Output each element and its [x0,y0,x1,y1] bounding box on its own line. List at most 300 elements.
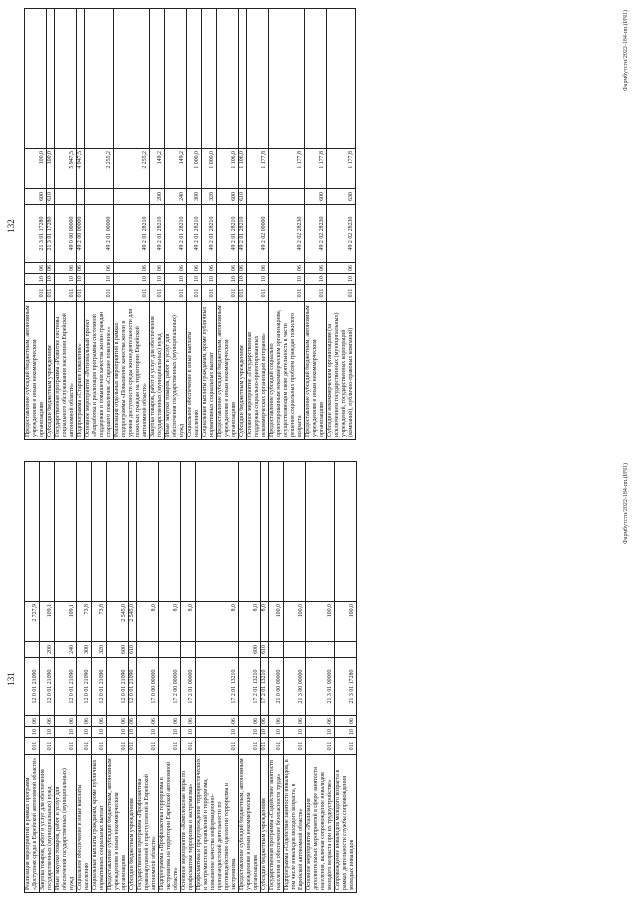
cell-adm: 011 [181,738,196,755]
cell-cs: 49 2 01 28210 [217,205,239,263]
table-row [25,462,40,893]
cell-name: Субсидии бюджетным учреждениям [47,302,55,440]
cell-name: Основное мероприятие «Реализация дополнительных мероприятий в сфере занятости населения, включая сопровождение инвалидов молодого возраста при их трудоустройстве» [306,755,335,893]
cell-sum: 100,0 [306,602,335,642]
cell-rz: 10 [181,727,196,738]
cell-sum: 2 727,9 [25,602,40,642]
cell-pr: 06 [85,263,114,274]
cell-rz: 10 [305,274,327,285]
cell-name: Предоставление субсидий социально ориентированным некоммерческим организациям, осуществляющим свою деятельность в части решения социальных проблем граждан пожилого возраста [269,302,305,440]
cell-name: Профилактика и предупреждение террористических и экстремистских проявлений и терроризма, повышение качества информационно-пропагандистской деятельности по противодействию идеологии терроризма и экстремизма [196,755,239,893]
cell-pr: 06 [47,263,55,274]
cell-empty [165,9,187,149]
cell-rz: 10 [327,274,356,285]
cell-sum: 1 000,0 [202,149,217,189]
cell-adm: 011 [25,285,47,302]
cell-rz: 10 [202,274,217,285]
cell-vr: 600 [25,189,47,205]
table-row [335,462,357,893]
cell-sum: 100,0 [47,149,55,189]
cell-sum: 8,0 [181,602,196,642]
cell-vr [269,642,284,658]
table-row [129,462,137,893]
cell-adm: 011 [77,738,92,755]
cell-vr [269,189,305,205]
page-footer: Фармбутсти/2022-184-пп.(ИЧ1) [623,463,629,544]
cell-empty [114,9,150,149]
cell-rz: 10 [55,727,77,738]
cell-empty [92,462,107,602]
cell-empty [150,9,165,149]
cell-sum: 2 545,0 [107,602,129,642]
cell-sum: 2 545,0 [129,602,137,642]
table-row [55,9,77,440]
table-row [181,462,196,893]
cell-vr: 240 [55,642,77,658]
cell-pr: 06 [137,716,159,727]
table-row [114,9,150,440]
table-row [284,462,306,893]
cell-sum: 8,0 [261,602,269,642]
cell-sum: 4 947,5 [77,149,85,189]
cell-rz: 10 [55,274,77,285]
cell-rz: 10 [129,727,137,738]
cell-vr [77,189,85,205]
cell-pr: 06 [306,716,335,727]
cell-adm: 011 [327,285,356,302]
cell-pr: 06 [269,263,305,274]
table-row [25,9,47,440]
table-row [196,462,239,893]
cell-sum: 100,0 [25,149,47,189]
cell-vr [196,642,239,658]
cell-sum: 8,0 [137,602,159,642]
cell-rz: 10 [150,274,165,285]
cell-rz: 10 [25,727,40,738]
cell-pr: 06 [40,716,55,727]
cell-pr: 06 [181,716,196,727]
table-row [239,9,247,440]
cell-name: Социальные выплаты гражданам, кроме публичных нормативных социальных выплат [202,302,217,440]
cell-empty [335,462,357,602]
cell-name: Предоставление субсидий бюджетным, автономным учреждениям и иным некоммерческим организациям [217,302,239,440]
cell-pr: 06 [55,716,77,727]
cell-pr: 06 [202,263,217,274]
cell-adm: 011 [107,738,129,755]
table-row [269,462,284,893]
cell-vr: 240 [165,189,187,205]
cell-empty [269,462,284,602]
cell-pr: 06 [239,716,261,727]
cell-empty [196,462,239,602]
cell-rz: 10 [85,274,114,285]
cell-empty [247,9,269,149]
page-131 [0,453,639,905]
cell-rz: 10 [187,274,202,285]
cell-empty [261,462,269,602]
cell-sum: 149,2 [150,149,165,189]
cell-rz: 10 [239,727,261,738]
cell-adm: 011 [261,738,269,755]
cell-adm: 011 [150,285,165,302]
cell-pr: 06 [261,716,269,727]
cell-pr: 06 [92,716,107,727]
cell-adm: 011 [284,738,306,755]
cell-pr: 06 [187,263,202,274]
cell-vr [85,189,114,205]
cell-rz: 10 [159,727,181,738]
table-row [55,462,77,893]
cell-cs: 17 2 01 13210 [196,658,239,716]
cell-cs: 21 3 01 17280 [335,658,357,716]
cell-vr [25,642,40,658]
cell-sum: 2 255,2 [114,149,150,189]
cell-empty [25,9,47,149]
cell-name: Предоставление субсидий бюджетным, автономным учреждениям и иным некоммерческим организациям [239,755,261,893]
cell-vr [181,642,196,658]
budget-table [24,461,357,893]
cell-sum: 109,1 [40,602,55,642]
cell-pr: 06 [77,263,85,274]
cell-name: Основное мероприятие «Комплексные меры по профилактике терроризма и экстремизма» [181,755,196,893]
cell-adm: 011 [92,738,107,755]
cell-name: Предоставление субсидий бюджетным, автономным учреждениям и иным некоммерческим организациям [107,755,129,893]
cell-name: Субсидии некоммерческим организациям (за исключением государственных (муниципальных) учреждений, государственных корпораций (компаний), публично-правовых компаний) [327,302,356,440]
cell-sum: 1 177,8 [269,149,305,189]
budget-table [24,8,356,440]
cell-vr: 300 [77,642,92,658]
cell-rz: 10 [306,727,335,738]
cell-adm: 011 [239,738,261,755]
cell-cs: 49 2 01 00000 [85,205,114,263]
cell-name: Реализация мероприятий в рамках программ «Доступная среда в Еврейской автономной области» [25,755,40,893]
table-row [47,9,55,440]
cell-adm: 011 [306,738,335,755]
cell-empty [55,9,77,149]
page-footer: Фармбутсти/2022-184-пп.(ИЧ1) [623,10,629,91]
cell-vr: 610 [47,189,55,205]
cell-adm: 011 [85,285,114,302]
cell-sum: 1 106,0 [217,149,239,189]
cell-empty [159,462,181,602]
table-row [306,462,335,893]
table-row [187,9,202,440]
cell-cs: 12 0 01 21090 [40,658,55,716]
cell-cs: 49 2 02 28230 [269,205,305,263]
cell-name: Основное мероприятие «Государственная поддержка социально-ориентированных некоммерческих организаций ветеранов» [247,302,269,440]
cell-sum: 109,1 [55,602,77,642]
cell-name: Субсидии бюджетным учреждениям [239,302,247,440]
cell-adm: 011 [239,285,247,302]
cell-sum: 100,0 [335,602,357,642]
cell-vr: 630 [327,189,356,205]
table-row [239,462,261,893]
table-row [305,9,327,440]
cell-vr [247,189,269,205]
cell-pr: 06 [196,716,239,727]
cell-pr: 06 [114,263,150,274]
cell-sum: 2 255,2 [85,149,114,189]
cell-name: Предоставление субсидий бюджетным, автономным учреждениям и иным некоммерческим организациям [25,302,47,440]
table-row [327,9,356,440]
cell-sum: 73,8 [77,602,92,642]
cell-rz: 10 [269,274,305,285]
cell-vr [55,189,77,205]
table-row [202,9,217,440]
cell-vr: 200 [150,189,165,205]
cell-empty [77,9,85,149]
cell-rz: 10 [196,727,239,738]
cell-empty [187,9,202,149]
table-row [269,9,305,440]
cell-sum: 1 106,0 [239,149,247,189]
cell-rz: 10 [239,274,247,285]
cell-pr: 06 [284,716,306,727]
cell-vr: 600 [107,642,129,658]
cell-name: Сопровождение инвалидов молодого возраста в рамках деятельности службы сопровождения молодых инвалидов [335,755,357,893]
cell-empty [305,9,327,149]
cell-empty [217,9,239,149]
cell-sum: 8,0 [159,602,181,642]
cell-cs: 12 0 01 21090 [129,658,137,716]
cell-adm: 011 [305,285,327,302]
cell-rz: 10 [92,727,107,738]
cell-empty [47,9,55,149]
cell-rz: 10 [284,727,306,738]
cell-name: Подпрограмма «Содействие занятости инвалидов, в том числе инвалидов молодого возраста, в Еврейской автономной области» [284,755,306,893]
cell-cs: 21 0 00 00000 [269,658,284,716]
cell-name: Реализация отдельных мероприятий в рамках подпрограммы «Повышение качества жизни и уровня доступности среды жизнедеятельности для пожилых граждан на территории Еврейской автономной области» [114,302,150,440]
cell-vr: 200 [40,642,55,658]
cell-pr: 06 [107,716,129,727]
cell-empty [181,462,196,602]
table-row [77,9,85,440]
table-row [40,462,55,893]
cell-sum: 1 177,8 [327,149,356,189]
cell-pr: 06 [217,263,239,274]
cell-sum: 100,0 [284,602,306,642]
cell-cs: 12 0 01 21090 [92,658,107,716]
cell-adm: 011 [165,285,187,302]
cell-pr: 06 [25,716,40,727]
cell-name: Иные закупки товаров, работ и услуг для обеспечения государственных (муниципальных) нужд [55,755,77,893]
cell-vr: 600 [217,189,239,205]
cell-empty [327,9,356,149]
cell-pr: 06 [335,716,357,727]
cell-empty [137,462,159,602]
cell-adm: 011 [77,285,85,302]
cell-sum: 73,8 [92,602,107,642]
cell-cs: 12 0 01 21090 [55,658,77,716]
cell-sum: 1 177,8 [305,149,327,189]
cell-pr: 06 [55,263,77,274]
cell-cs: 21 3 01 00000 [306,658,335,716]
cell-name: Предоставление субсидий бюджетным, автономным учреждениям и иным некоммерческим организациям [305,302,327,440]
cell-empty [239,9,247,149]
budget-table-body [25,462,357,893]
cell-pr: 06 [77,716,92,727]
cell-empty [129,462,137,602]
cell-empty [202,9,217,149]
cell-name: Подпрограмма «Старшее поколение» [77,302,85,440]
cell-cs: 49 0 00 00000 [55,205,77,263]
cell-adm: 011 [202,285,217,302]
cell-cs: 49 2 01 28210 [202,205,217,263]
cell-cs: 49 2 01 28210 [150,205,165,263]
cell-pr: 06 [239,263,247,274]
cell-pr: 06 [305,263,327,274]
cell-name: Субсидии бюджетным учреждениям [129,755,137,893]
cell-name: Государственная программа «Содействие занятости населения и обеспечение безопасности труда» [269,755,284,893]
cell-adm: 011 [40,738,55,755]
cell-adm: 011 [55,738,77,755]
cell-sum: 8,0 [196,602,239,642]
cell-vr [137,642,159,658]
cell-adm: 011 [25,738,40,755]
cell-sum: 5 947,5 [55,149,77,189]
cell-vr: 600 [239,642,261,658]
cell-vr [284,642,306,658]
cell-cs: 49 2 01 28210 [165,205,187,263]
cell-adm: 011 [55,285,77,302]
cell-rz: 10 [137,727,159,738]
cell-cs: 12 0 01 21090 [25,658,40,716]
cell-rz: 10 [25,274,47,285]
cell-vr: 600 [305,189,327,205]
page-number: 132 [6,219,16,233]
cell-pr: 06 [269,716,284,727]
cell-adm: 011 [217,285,239,302]
cell-cs: 17 2 00 00000 [159,658,181,716]
cell-cs: 17 0 00 00000 [137,658,159,716]
table-row [107,462,129,893]
cell-sum: 1 177,8 [247,149,269,189]
page-132 [0,0,639,452]
cell-cs: 49 2 00 00000 [77,205,85,263]
cell-rz: 10 [269,727,284,738]
cell-empty [107,462,129,602]
cell-empty [284,462,306,602]
cell-name: Государственная программа «Профилактика правонарушений и преступлений в Еврейской автономной области» [137,755,159,893]
cell-cs: 17 2 01 13210 [261,658,269,716]
cell-name: Социальные выплаты гражданам, кроме публичных нормативных социальных выплат [92,755,107,893]
cell-cs: 17 2 01 00000 [181,658,196,716]
cell-cs: 12 0 01 21090 [77,658,92,716]
cell-rz: 10 [47,274,55,285]
cell-pr: 06 [129,716,137,727]
budget-table-body [25,9,356,440]
cell-rz: 10 [77,274,85,285]
cell-sum: 1 000,0 [187,149,202,189]
cell-name: Основное мероприятие «Региональный проект «Разработка и реализация программы системной поддержки и повышения качества жизни граждан старшего поколения «Старшее поколение»» [85,302,114,440]
table-row [217,9,239,440]
cell-cs: 21 3 00 00000 [284,658,306,716]
cell-name: Субсидии бюджетным учреждениям [261,755,269,893]
cell-cs: 49 2 01 28210 [114,205,150,263]
table-row [165,9,187,440]
cell-empty [306,462,335,602]
cell-rz: 10 [107,727,129,738]
cell-vr: 610 [239,189,247,205]
cell-rz: 10 [247,274,269,285]
cell-vr: 610 [129,642,137,658]
cell-name: Социальное обеспечение и иные выплаты населению [77,755,92,893]
cell-rz: 10 [114,274,150,285]
cell-adm: 011 [269,738,284,755]
cell-vr [114,189,150,205]
cell-adm: 011 [114,285,150,302]
cell-sum: 100,0 [269,602,284,642]
cell-cs: 12 0 01 21090 [107,658,129,716]
cell-adm: 011 [335,738,357,755]
cell-name: Государственная программа «Развитие системы социального обслуживания населения Еврейской автономной области» [55,302,77,440]
cell-rz: 10 [261,727,269,738]
cell-empty [55,462,77,602]
cell-adm: 011 [129,738,137,755]
cell-cs: 21 3 01 17280 [25,205,47,263]
cell-rz: 10 [335,727,357,738]
cell-vr: 300 [187,189,202,205]
cell-vr [159,642,181,658]
table-row [247,9,269,440]
cell-adm: 011 [247,285,269,302]
table-row [85,9,114,440]
cell-empty [25,462,40,602]
cell-rz: 10 [217,274,239,285]
cell-name: Закупка товаров, работ и услуг для обеспечения государственных (муниципальных) нужд [40,755,55,893]
cell-name: Социальное обеспечение и иные выплаты населению [187,302,202,440]
cell-rz: 10 [77,727,92,738]
cell-cs: 21 3 01 17280 [47,205,55,263]
cell-empty [77,462,92,602]
cell-vr [306,642,335,658]
cell-adm: 011 [187,285,202,302]
cell-adm: 011 [137,738,159,755]
cell-pr: 06 [25,263,47,274]
cell-vr [335,642,357,658]
cell-cs: 49 2 02 28230 [305,205,327,263]
cell-pr: 06 [327,263,356,274]
page-number: 131 [6,672,16,686]
cell-vr: 320 [92,642,107,658]
cell-sum: 149,2 [165,149,187,189]
cell-cs: 17 2 01 13210 [239,658,261,716]
table-row [150,9,165,440]
cell-empty [85,9,114,149]
cell-rz: 10 [40,727,55,738]
cell-pr: 06 [247,263,269,274]
table-row [77,462,92,893]
cell-name: Подпрограмма «Профилактика терроризма и экстремизма на территории Еврейской автономной области» [159,755,181,893]
cell-name: Закупка товаров, работ и услуг для обеспечения государственных (муниципальных) нужд [150,302,165,440]
cell-vr: 610 [261,642,269,658]
cell-adm: 011 [196,738,239,755]
cell-adm: 011 [269,285,305,302]
cell-vr: 320 [202,189,217,205]
table-row [137,462,159,893]
cell-empty [40,462,55,602]
cell-pr: 06 [159,716,181,727]
cell-cs: 49 2 02 28230 [327,205,356,263]
cell-cs: 49 2 01 28210 [239,205,247,263]
table-row [261,462,269,893]
table-row [92,462,107,893]
cell-adm: 011 [159,738,181,755]
cell-rz: 10 [165,274,187,285]
cell-name: Иные закупки товаров, работ и услуг для обеспечения государственных (муниципальных) нужд [165,302,187,440]
cell-empty [239,462,261,602]
cell-sum: 8,0 [239,602,261,642]
